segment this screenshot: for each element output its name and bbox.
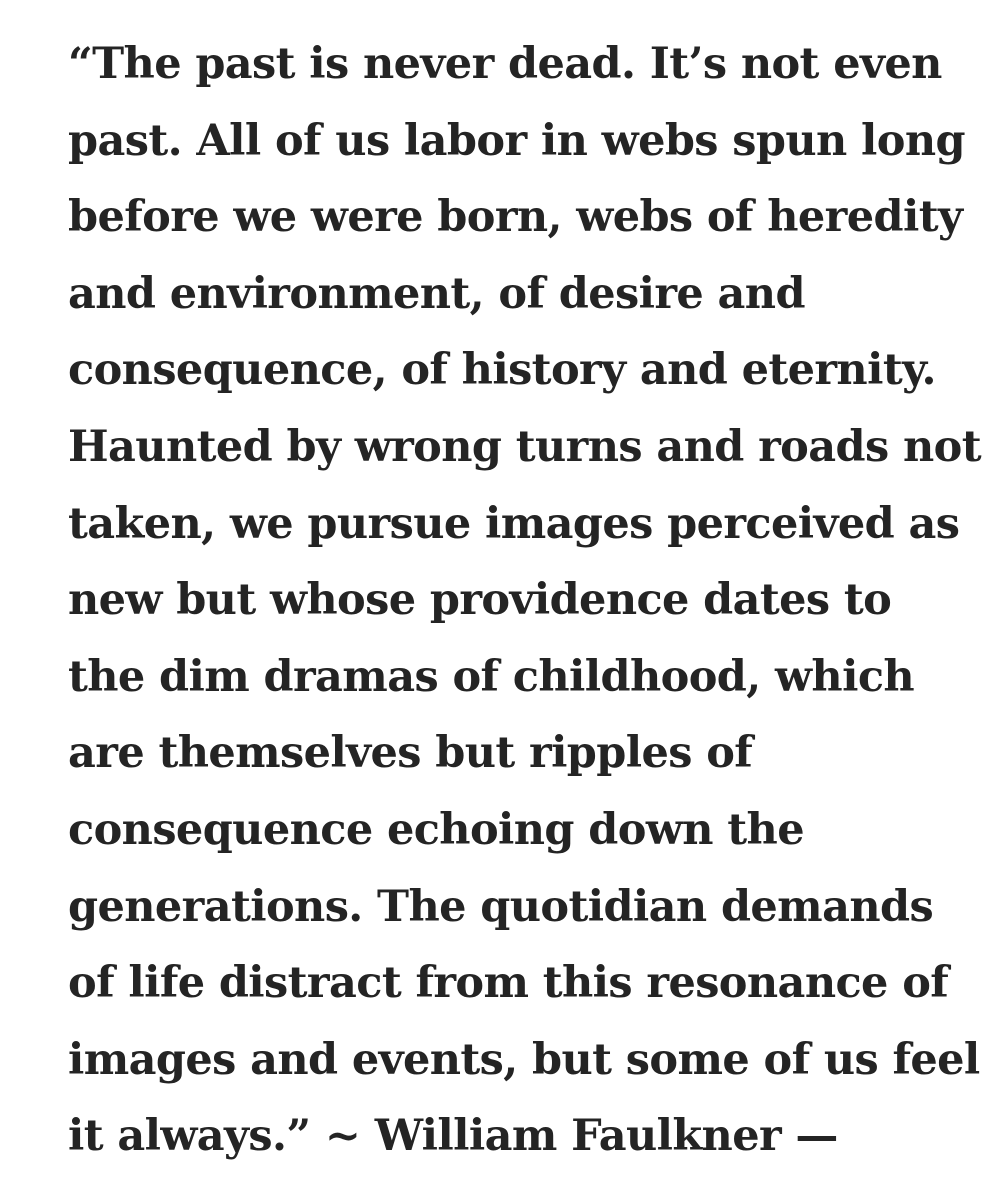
quote-line: are themselves but ripples of <box>68 728 753 779</box>
quote-line: the dim dramas of childhood, which <box>68 651 915 702</box>
quote-line: consequence echoing down the <box>68 804 804 855</box>
quote-line: of life distract from this resonance of <box>68 958 949 1009</box>
quote-line: consequence, of history and eternity. <box>68 345 936 396</box>
quote-line: new but whose providence dates to <box>68 575 892 626</box>
quote-line: and environment, of desire and <box>68 268 805 319</box>
quote-line: it always.” ~ William Faulkner — <box>68 1111 838 1162</box>
quote-line: Haunted by wrong turns and roads not <box>68 421 981 472</box>
quote-line: before we were born, webs of heredity <box>68 192 963 243</box>
quote-line: images and events, but some of us feel <box>68 1034 980 1085</box>
quote-line: “The past is never dead. It’s not even <box>68 39 942 89</box>
quote-block <box>68 34 981 1183</box>
quote-line: taken, we pursue images perceived as <box>68 498 960 549</box>
quote-line: generations. The quotidian demands <box>68 881 934 932</box>
quote-line: past. All of us labor in webs spun long <box>68 115 966 166</box>
